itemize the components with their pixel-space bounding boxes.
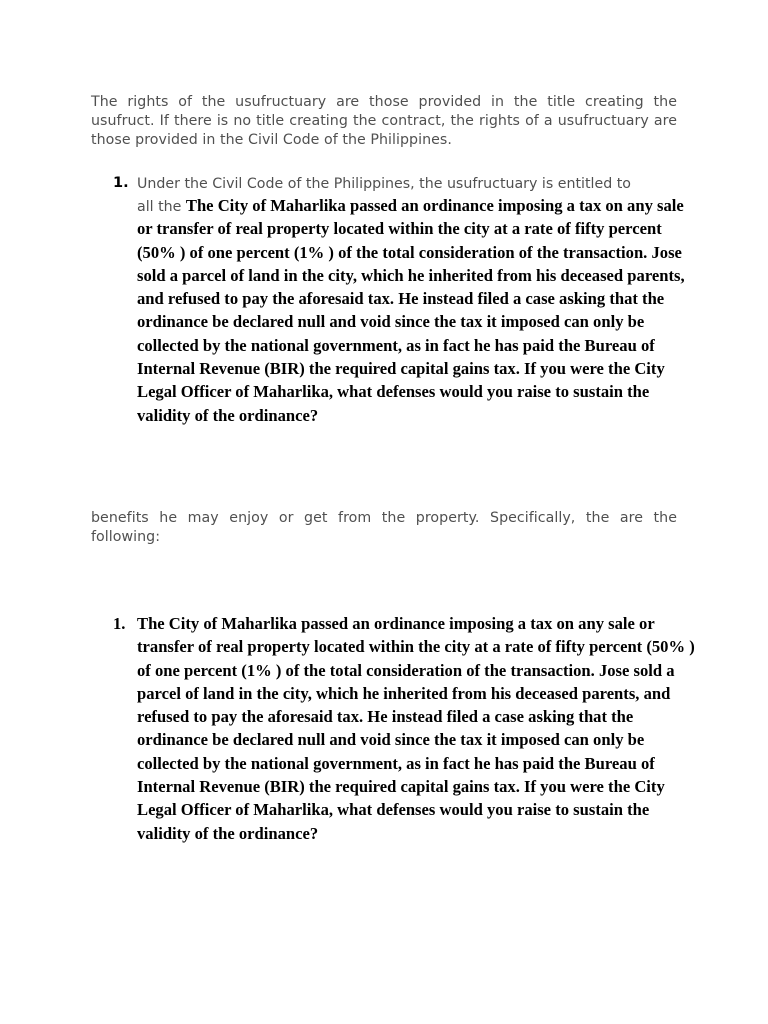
- list-number: 1.: [113, 614, 126, 633]
- list-number: 1.: [113, 175, 129, 191]
- benefits-paragraph: benefits he may enjoy or get from the property. Specifically, the are the following:: [91, 510, 677, 545]
- list-lead-continuation: all the: [137, 199, 186, 215]
- question-text: The City of Maharlika passed an ordinance imposing a tax on any sale or transfer of real property located within the city at a rate of fifty percent (50% ) of one percent (1% ) of the total consideration of the transaction. Jose sold a parcel of land in the city, which he inherited from his deceased parents, and refused to pay the aforesaid tax. He instead filed a case asking that the ordinance be declared null and void since the tax it imposed can only be collected by the national government, as in fact he has paid the Bureau of Internal Revenue (BIR) the required capital gains tax. If you were the City Legal Officer of Maharlika, what defenses would you raise to sustain the validity of the ordinance?: [137, 614, 695, 843]
- intro-paragraph: The rights of the usufructuary are those provided in the title creating the usufruct. If there is no title creating the contract, the rights of a usufructuary are those provided in the Civil Code of the Philippines.: [91, 94, 677, 148]
- list-lead-line: Under the Civil Code of the Philippines, the usufructuary is entitled to: [137, 176, 631, 192]
- list-item-body: [137, 174, 697, 427]
- question-text: The City of Maharlika passed an ordinance imposing a tax on any sale or transfer of real property located within the city at a rate of fifty percent (50% ) of one percent (1% ) of the total consideration of the transaction. Jose sold a parcel of land in the city, which he inherited from his deceased parents, and refused to pay the aforesaid tax. He instead filed a case asking that the ordinance be declared null and void since the tax it imposed can only be collected by the national government, as in fact he has paid the Bureau of Internal Revenue (BIR) the required capital gains tax. If you were the City Legal Officer of Maharlika, what defenses would you raise to sustain the validity of the ordinance?: [137, 196, 685, 425]
